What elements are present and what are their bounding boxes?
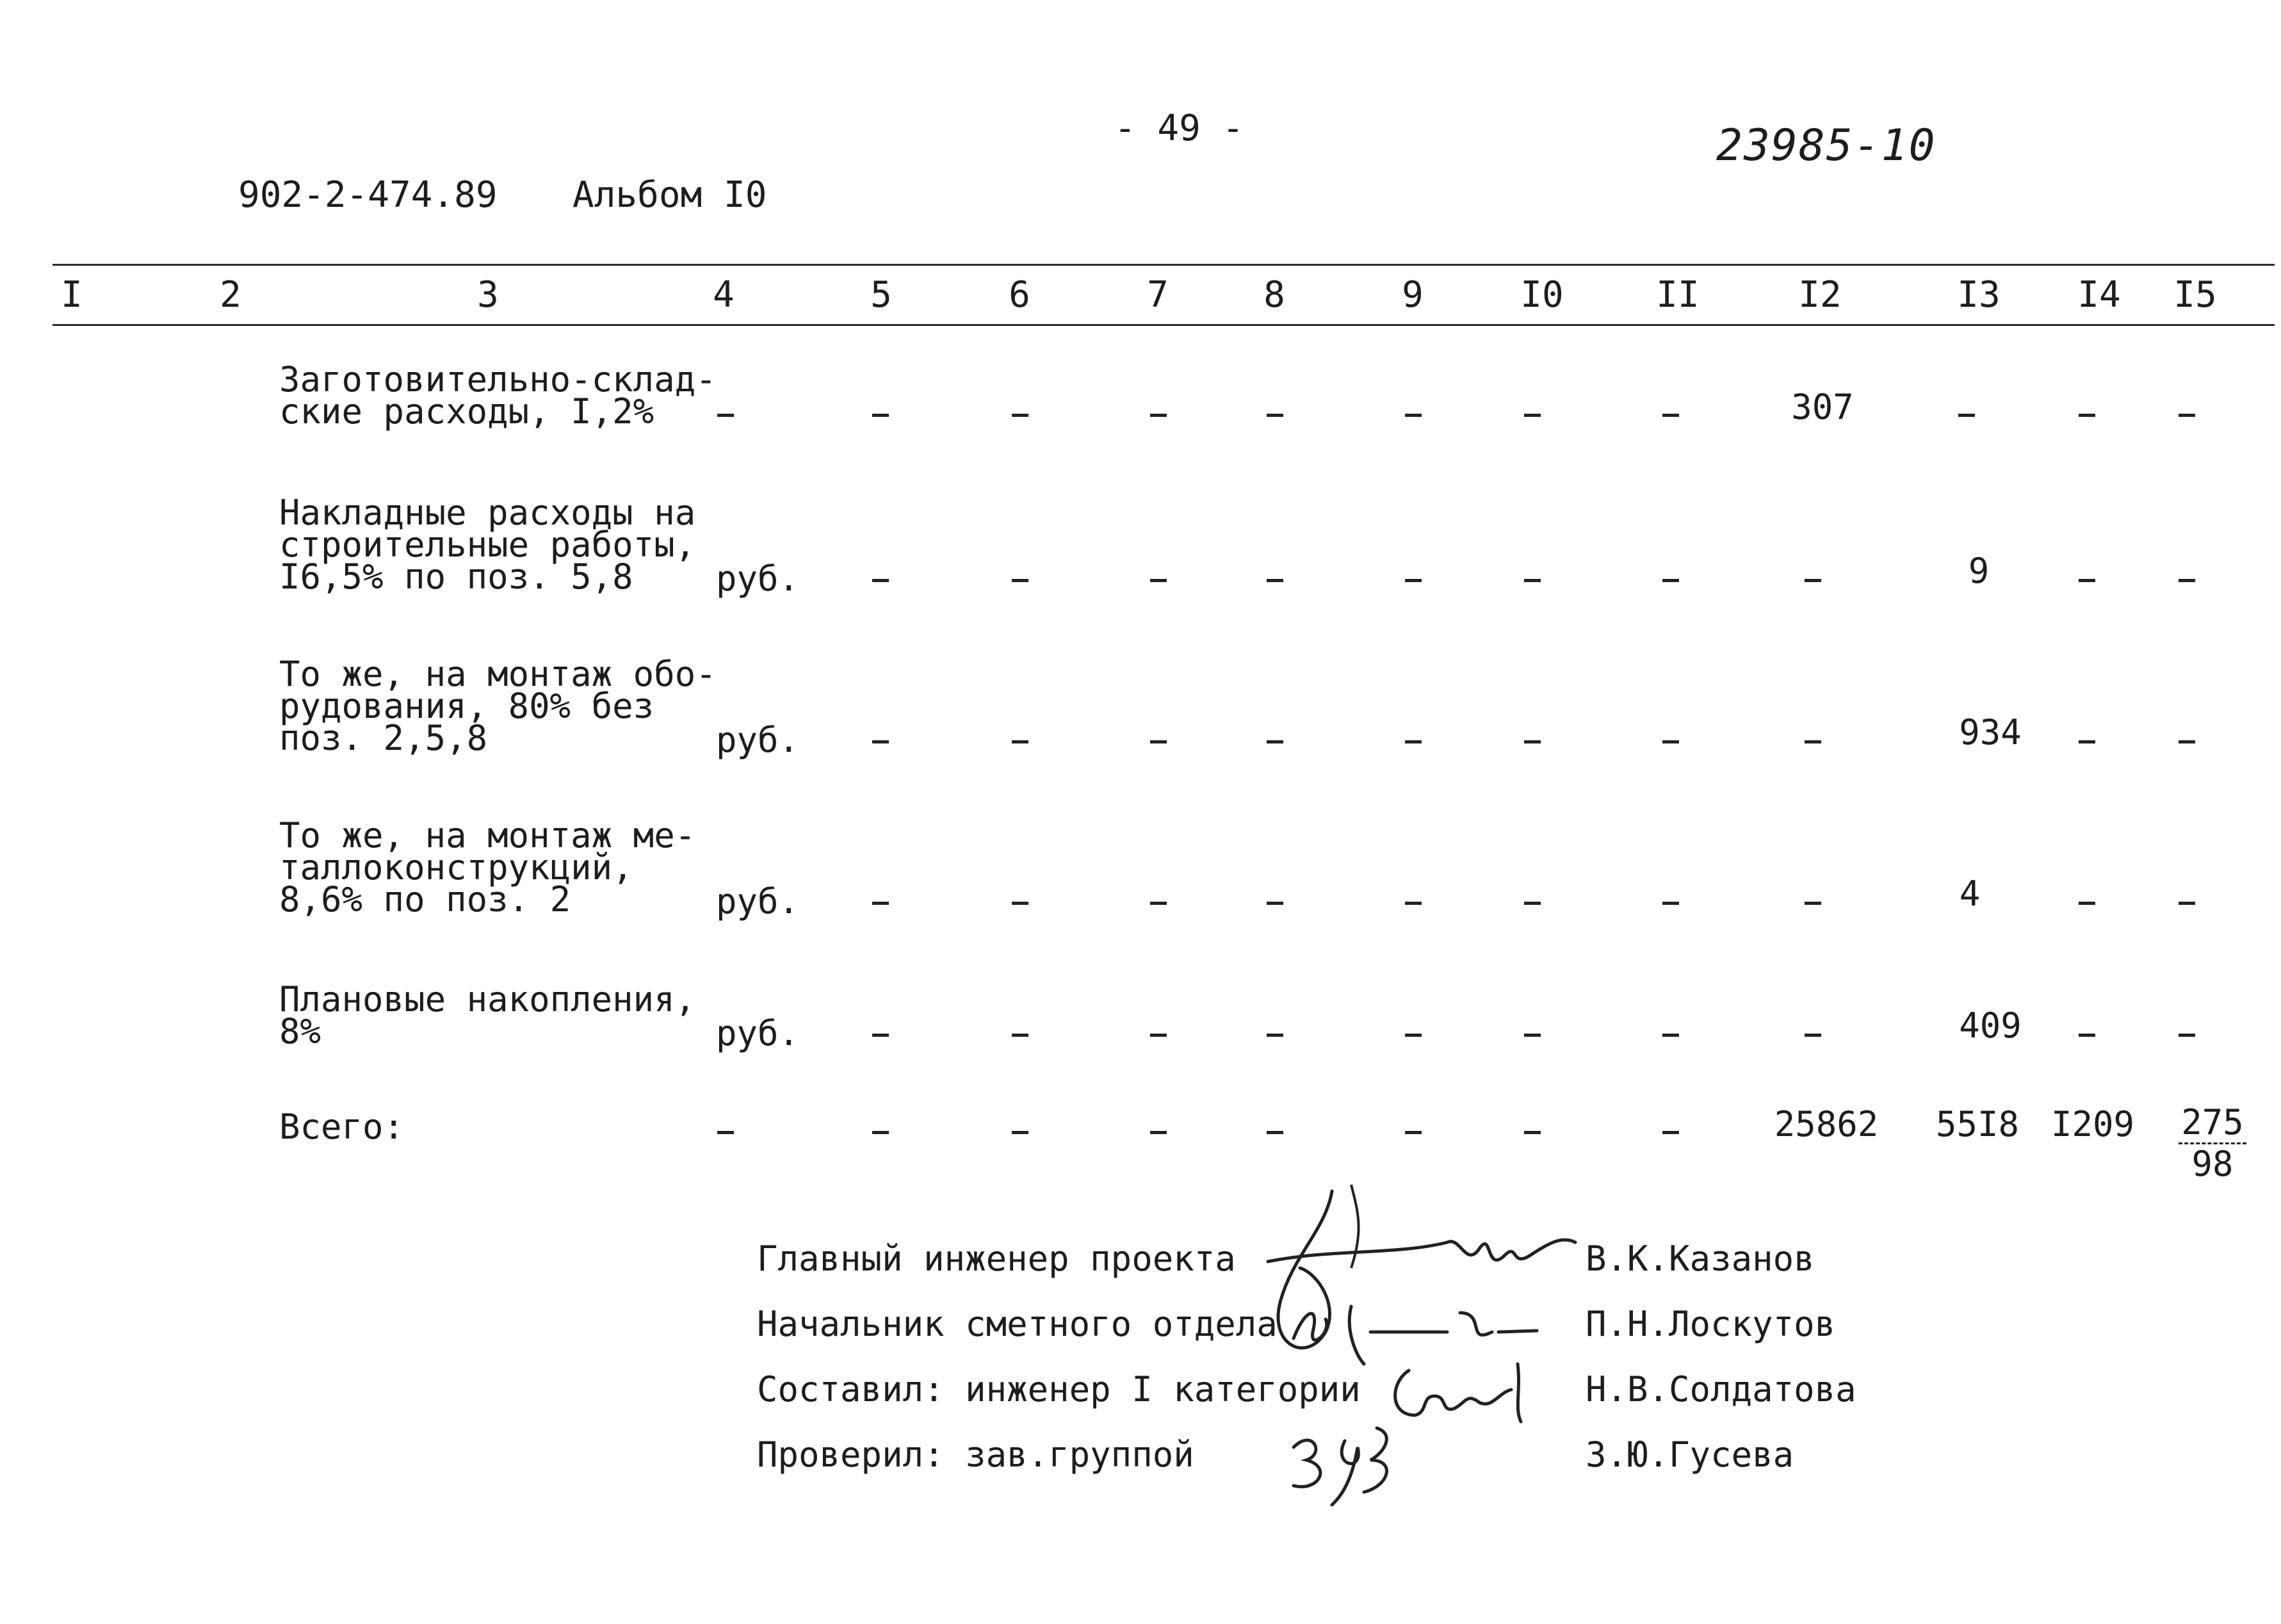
cell-dash	[2179, 579, 2195, 582]
cell-dash	[1150, 414, 1167, 417]
cell-dash	[1524, 579, 1541, 582]
cell-dash	[1012, 1131, 1028, 1134]
cell-dash	[1012, 579, 1028, 582]
cell-dash	[2079, 414, 2095, 417]
cell-dash	[1012, 740, 1028, 743]
cell-dash	[2079, 1034, 2095, 1037]
cell-dash	[1405, 1131, 1422, 1134]
signature-role: Начальник сметного отдела	[757, 1304, 1278, 1344]
cell-value: 4	[1959, 873, 1981, 914]
cell-dash	[2179, 902, 2195, 905]
cell-dash	[872, 579, 889, 582]
cell-dash	[2179, 414, 2195, 417]
project-code: 902-2-474.89	[238, 174, 498, 216]
cell-dash	[1150, 1034, 1167, 1037]
cell-dash	[1405, 740, 1422, 743]
cell-dash	[2079, 579, 2095, 582]
cell-dash	[1805, 902, 1821, 905]
total-label: Всего:	[279, 1107, 405, 1147]
column-number: 5	[870, 274, 892, 316]
table-top-rule	[53, 264, 2275, 266]
cell-dash	[1662, 1131, 1679, 1134]
cell-dash	[1150, 740, 1167, 743]
unit-dash	[717, 414, 734, 417]
column-number: I2	[1798, 274, 1842, 316]
cell-dash	[2079, 740, 2095, 743]
cell-value: 409	[1959, 1005, 2022, 1046]
total-value: 25862	[1774, 1104, 1879, 1144]
signature-name: В.К.Казанов	[1586, 1238, 1815, 1279]
cell-dash	[1012, 902, 1028, 905]
column-number: I0	[1520, 274, 1564, 316]
cell-dash	[1267, 579, 1283, 582]
cell-dash	[1524, 902, 1541, 905]
document-number: 23985-10	[1716, 120, 1936, 171]
signature-role: Составил: инженер I категории	[757, 1369, 1361, 1409]
cell-dash	[1405, 902, 1422, 905]
page-number: - 49 -	[1114, 108, 1244, 149]
cell-dash	[2179, 740, 2195, 743]
row-label: То же, на монтаж ме- таллоконструкций, 8,6% по поз. 2	[279, 815, 696, 920]
cell-value: 934	[1959, 712, 2022, 752]
cell-dash	[1267, 740, 1283, 743]
cell-dash	[872, 1034, 889, 1037]
cell-dash	[1267, 902, 1283, 905]
row-label: Накладные расходы на строительные работы, I6,5% по поз. 5,8	[279, 492, 696, 597]
row-unit: руб.	[716, 720, 800, 760]
fraction-numerator: 275	[2179, 1103, 2246, 1144]
cell-dash	[1012, 1034, 1028, 1037]
row-label: Плановые накопления, 8%	[279, 979, 696, 1052]
cell-dash	[1662, 902, 1679, 905]
total-fraction	[2177, 1103, 2248, 1184]
cell-dash	[1524, 740, 1541, 743]
cell-dash	[1958, 414, 1975, 417]
handwritten-signature-checker	[1281, 1415, 1422, 1511]
column-number: 9	[1402, 274, 1424, 316]
signature-name: П.Н.Лоскутов	[1586, 1304, 1836, 1344]
row-unit: руб.	[716, 1013, 800, 1053]
cell-dash	[872, 1131, 889, 1134]
cell-dash	[1524, 1034, 1541, 1037]
cell-dash	[1012, 414, 1028, 417]
column-number: I	[61, 274, 83, 316]
cell-value: 307	[1791, 387, 1854, 427]
cell-dash	[872, 414, 889, 417]
cell-dash	[1405, 579, 1422, 582]
row-label: Заготовительно-склад- ские расходы, I,2%	[279, 359, 717, 432]
cell-dash	[1662, 1034, 1679, 1037]
cell-dash	[1662, 740, 1679, 743]
cell-dash	[1805, 740, 1821, 743]
column-number: 4	[713, 274, 735, 316]
cell-dash	[1805, 1034, 1821, 1037]
column-number: I4	[2077, 274, 2121, 316]
cell-dash	[1405, 414, 1422, 417]
cell-value: 9	[1968, 551, 1990, 591]
fraction-denominator: 98	[2191, 1144, 2234, 1184]
unit-dash	[717, 1131, 734, 1134]
row-label: То же, на монтаж обо- рудования, 80% без поз. 2,5,8	[279, 654, 717, 758]
cell-dash	[1405, 1034, 1422, 1037]
column-number: 7	[1147, 274, 1169, 316]
column-number: II	[1656, 274, 1700, 316]
cell-dash	[1267, 414, 1283, 417]
total-value: 55I8	[1935, 1104, 2020, 1144]
cell-dash	[1524, 1131, 1541, 1134]
signature-name: Н.В.Солдатова	[1586, 1369, 1856, 1409]
signature-role: Главный инженер проекта	[757, 1238, 1236, 1279]
column-number: 2	[220, 274, 241, 316]
cell-dash	[1150, 579, 1167, 582]
column-number: I3	[1957, 274, 2001, 316]
row-unit: руб.	[716, 558, 800, 599]
column-number: 8	[1263, 274, 1285, 316]
album-label: Альбом I0	[572, 174, 767, 216]
cell-dash	[1267, 1131, 1283, 1134]
column-number: 6	[1009, 274, 1030, 316]
cell-dash	[1150, 1131, 1167, 1134]
column-number: I5	[2173, 274, 2217, 316]
column-number: 3	[477, 274, 499, 316]
cell-dash	[1150, 902, 1167, 905]
cell-dash	[2179, 1034, 2195, 1037]
total-value: I209	[2050, 1104, 2135, 1144]
cell-dash	[872, 902, 889, 905]
cell-dash	[872, 740, 889, 743]
cell-dash	[1662, 579, 1679, 582]
signature-role: Проверил: зав.группой	[757, 1434, 1194, 1475]
row-unit: руб.	[716, 881, 800, 922]
cell-dash	[1805, 579, 1821, 582]
cell-dash	[1524, 414, 1541, 417]
cell-dash	[2079, 902, 2095, 905]
cell-dash	[1267, 1034, 1283, 1037]
signature-name: З.Ю.Гусева	[1586, 1434, 1794, 1475]
cell-dash	[1662, 414, 1679, 417]
table-header-rule	[53, 324, 2275, 326]
